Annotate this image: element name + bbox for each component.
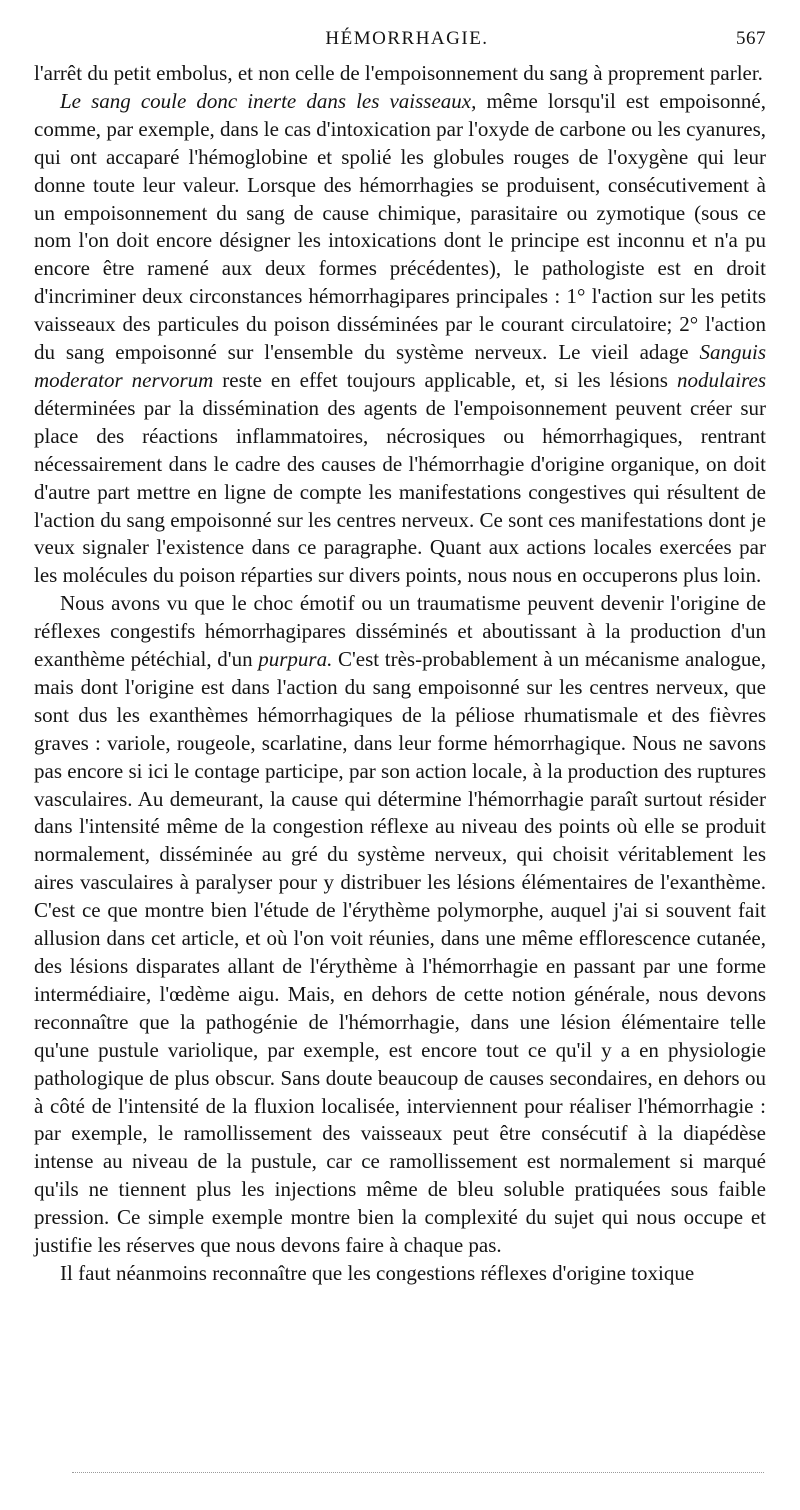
paragraph-4: [34, 1260, 766, 1288]
text-segment: Il faut néanmoins reconnaître que les congestions réflexes d'origine toxique: [60, 1260, 695, 1285]
paragraph-3: [34, 590, 766, 1260]
text-segment: reste en effet toujours applicable, et, si les lésions: [213, 367, 677, 392]
italic-text-segment: purpura.: [258, 647, 333, 672]
body-text: [34, 60, 766, 1288]
running-title: HÉMORRHAGIE.: [325, 28, 489, 49]
text-segment: déterminées par la dissémination des agents de l'empoisonnement peuvent créer sur place des réactions inflammatoires, nécrosiques ou hémorrhagiques, rentrant nécessairement dans le cadre des causes de l'hémorrhagie d'origine organique, on doit d'autre part mettre en ligne de compte les manifestations congestives qui résultent de l'action du sang empoisonné sur les centres nerveux. Ce sont ces manifestations dont je veux signaler l'existence dans ce paragraphe. Quant aux actions locales exercées par les molécules du poison réparties sur divers points, nous nous en occuperons plus loin.: [34, 395, 766, 588]
italic-text-segment: nodulaires: [676, 367, 766, 392]
text-segment: l'arrêt du petit embolus, et non celle de l'empoisonnement du sang à proprement parler.: [34, 61, 763, 85]
paragraph-2: [34, 88, 766, 590]
text-segment: C'est très-probablement à un mécanisme analogue, mais dont l'origine est dans l'action du sang empoisonné sur les centres nerveux, que sont dus les exanthèmes hémorrhagiques de la péliose rhumatismale et des fièvres graves : variole, rougeole, scarlatine, dans leur forme hémorrhagique. Nous ne savons pas encore si ici le contage participe, par son action locale, à la production des ruptures vasculaires. Au demeurant, la cause qui détermine l'hémorrhagie paraît surtout résider dans l'intensité même de la congestion réflexe au niveau des points où elle se produit normalement, disséminée au gré du système nerveux, qui choisit véritablement les aires vasculaires à paralyser pour y distribuer les lésions élémentaires de l'exanthème. C'est ce que montre bien l'étude de l'érythème polymorphe, auquel j'ai si souvent fait allusion dans cet article, et où l'on voit réunies, dans une même efflorescence cutanée, des lésions disparates allant de l'érythème à l'hémorrhagie en passant par une forme intermédiaire, l'œdème aigu. Mais, en dehors de cette notion générale, nous devons reconnaître que la pathogénie de l'hémorrhagie, dans une lésion élémentaire telle qu'une pustule variolique, par exemple, est encore tout ce qu'il y a en physiologie pathologique de plus obscur. Sans doute beaucoup de causes secondaires, en dehors ou à côté de l'intensité de la fluxion localisée, interviennent pour réaliser l'hémorrhagie : par exemple, le ramollissement des vaisseaux peut être consécutif à la diapédèse intense au niveau de la pustule, car ce ramollissement est normalement si marqué qu'ils ne tiennent plus les injections même de bleu soluble pratiquées sous faible pression. Ce simple exemple montre bien la complexité du sujet qui nous occupe et justifie les réserves que nous devons faire à chaque pas.: [34, 647, 767, 1258]
italic-text-segment: Le sang coule donc inerte dans les vaisseaux,: [60, 88, 477, 113]
running-header: [34, 28, 766, 54]
page-number: 567: [736, 28, 766, 49]
document-page: [34, 28, 766, 1288]
text-segment: Nous avons vu que le choc émotif ou un traumatisme peuvent devenir l'origine de réflexes congestifs hémorrhagipares disséminés et aboutissant à la production d'un exanthème pétéchial, d'un: [34, 591, 766, 672]
italic-text-segment: Sanguis moderator nervorum: [34, 340, 766, 392]
bottom-divider: [72, 1472, 764, 1473]
paragraph-1: [34, 60, 766, 88]
text-segment: même lorsqu'il est empoisonné, comme, par exemple, dans le cas d'intoxication par l'oxyde de carbone ou les cyanures, qui ont accaparé l'hémoglobine et spolié les globules rouges de l'oxygène qui leur donne toute leur valeur. Lorsque des hémorrhagies se produisent, consécutivement à un empoisonnement du sang de cause chimique, parasitaire ou zymotique (sous ce nom l'on doit encore désigner les intoxications dont le principe est inconnu et n'a pu encore être ramené aux deux formes précédentes), le pathologiste est en droit d'incriminer deux circonstances hémorrhagipares principales : 1° l'action sur les petits vaisseaux des particules du poison disséminées par le courant circulatoire; 2° l'action du sang empoisonné sur l'ensemble du système nerveux. Le vieil adage: [34, 88, 766, 365]
